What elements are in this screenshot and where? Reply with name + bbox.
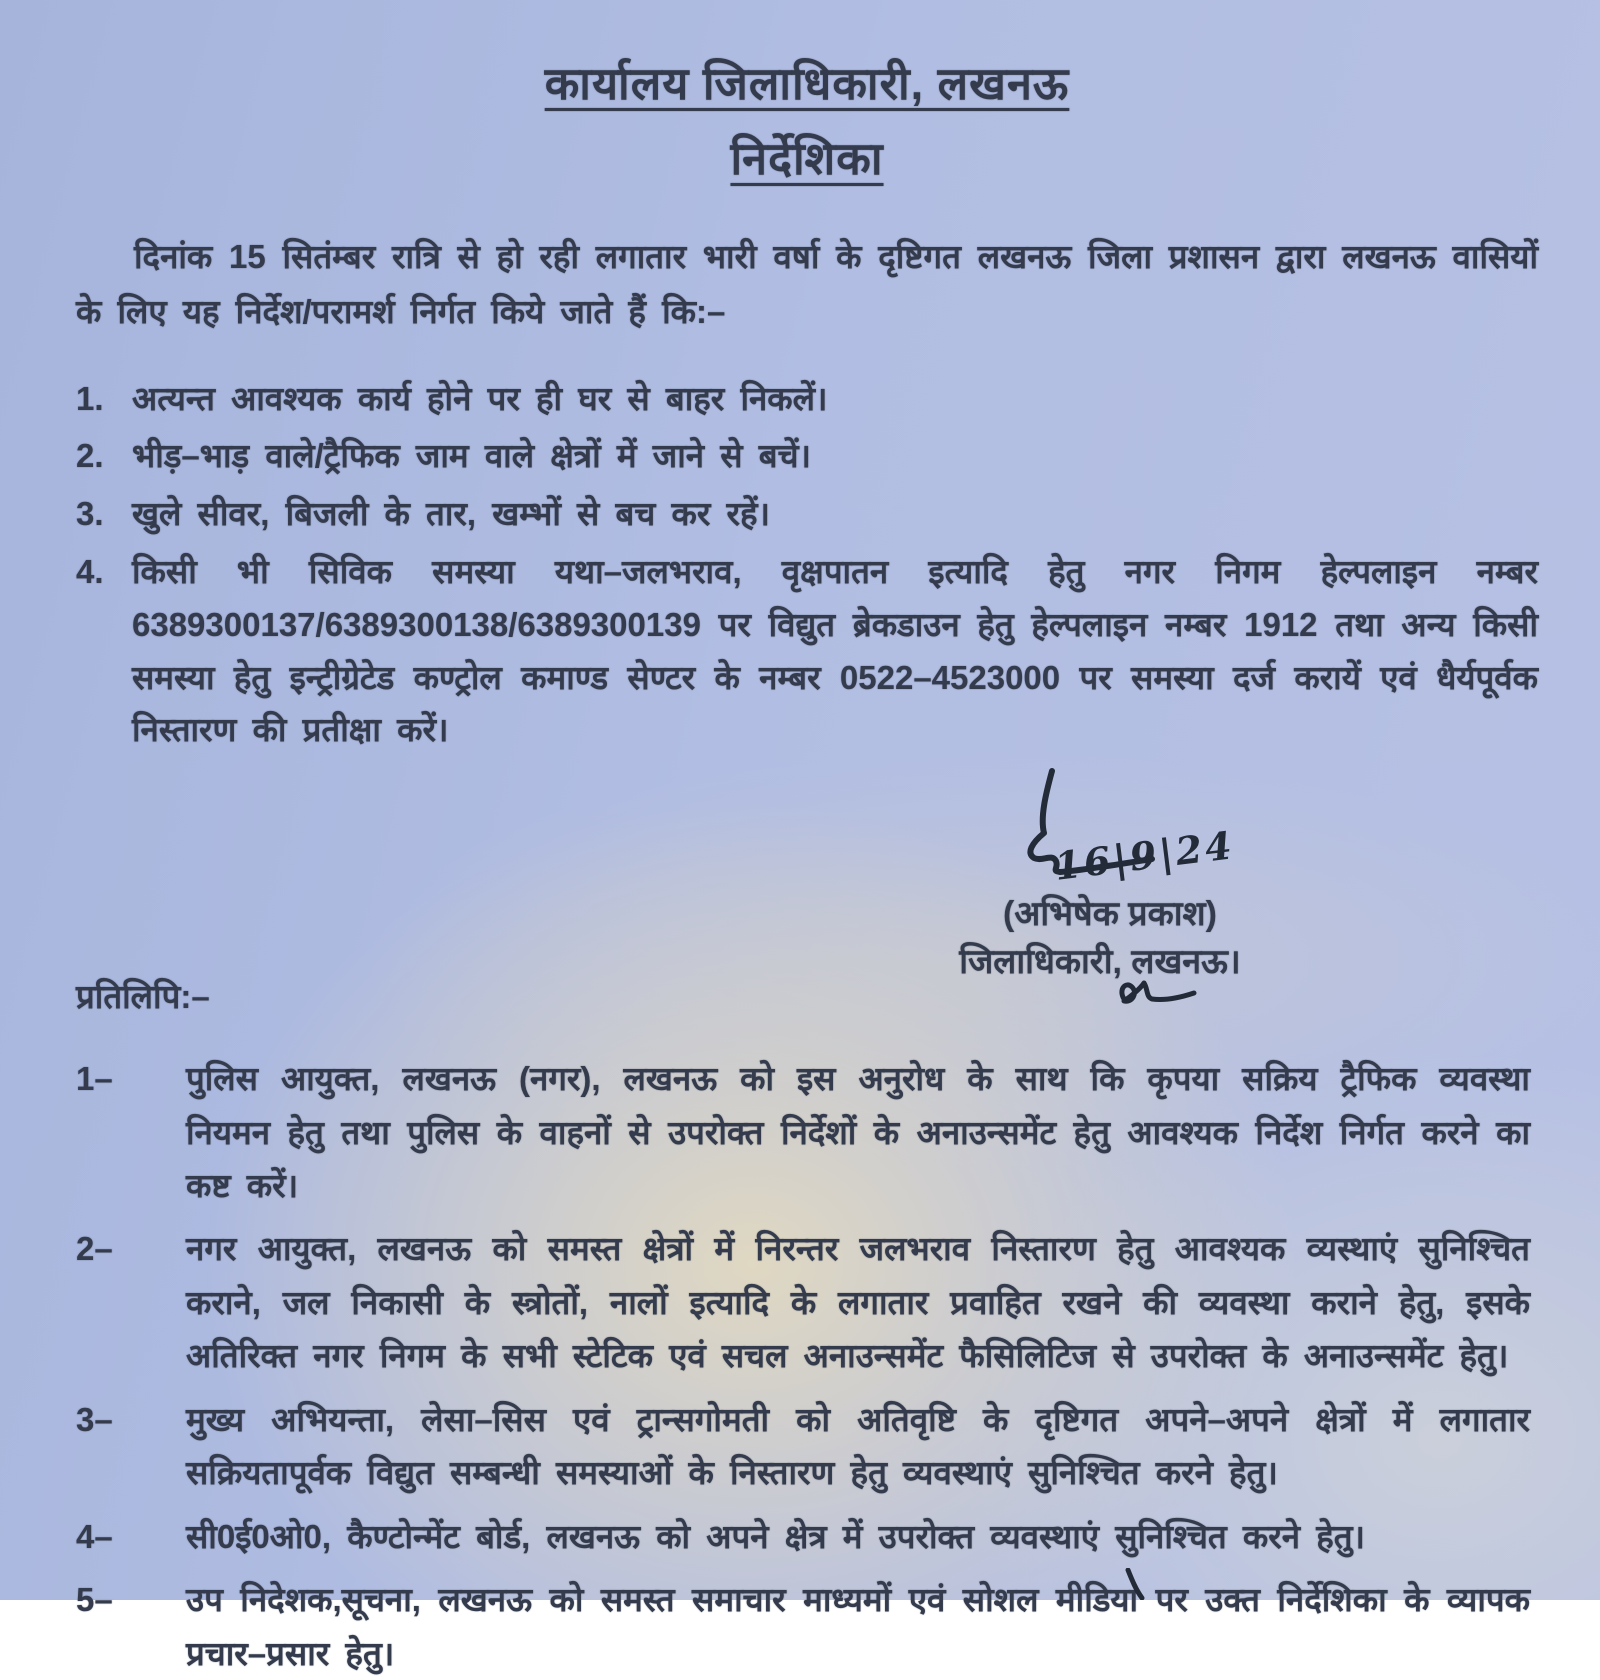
- directive-text: किसी भी सिविक समस्या यथा–जलभराव, वृक्षपातन इत्यादि हेतु नगर निगम हेल्पलाइन नम्बर 6389300137/6389300138/6389300139 पर विद्युत ब्रेकडाउन हेतु हेल्पलाइन नम्बर 1912 तथा अन्य किसी समस्या हेतु इन्ट्रीग्रेटेड कण्ट्रोल कमाण्ड सेण्टर के नम्बर 0522–4523000 पर समस्या दर्ज करायें एवं धैर्यपूर्वक निस्तारण की प्रतीक्षा करें।: [132, 552, 1538, 749]
- copy-item-3: [76, 1393, 1538, 1500]
- copy-item-number: 2–: [76, 1230, 113, 1268]
- copy-item-text: उप निदेशक,सूचना, लखनऊ को समस्त समाचार माध्यमों एवं सोशल मीडिया पर उक्त निर्देशिका के व्यापक प्रचार–प्रसार हेतु।: [186, 1581, 1530, 1672]
- copy-item-text: मुख्य अभियन्ता, लेसा–सिस एवं ट्रान्सगोमती को अतिवृष्टि के दृष्टिगत अपने–अपने क्षेत्रों में लगातार सक्रियतापूर्वक विद्युत सम्बन्धी समस्याओं के निस्तारण हेतु व्यवस्थाएं सुनिश्चित करने हेतु।: [186, 1400, 1530, 1492]
- directive-text: खुले सीवर, बिजली के तार, खम्भों से बच कर रहें।: [132, 495, 771, 533]
- handwritten-initial-mark: [1110, 975, 1200, 1019]
- copy-item-number: 3–: [76, 1400, 113, 1438]
- copy-item-number: 5–: [76, 1581, 113, 1619]
- copy-list: [76, 1052, 1538, 1680]
- intro-paragraph: दिनांक 15 सितंम्बर रात्रि से हो रही लगातार भारी वर्षा के दृष्टिगत लखनऊ जिला प्रशासन द्वारा लखनऊ वासियों के लिए यह निर्देश/परामर्श निर्गत किये जाते हैं कि:–: [76, 238, 1538, 330]
- directive-item-1: [76, 373, 1538, 426]
- directive-number: 4.: [76, 552, 104, 590]
- document-title: कार्यालय जिलाधिकारी, लखनऊ: [544, 58, 1070, 109]
- document-header: [76, 52, 1538, 188]
- directive-item-2: [76, 430, 1538, 483]
- directive-number: 1.: [76, 379, 104, 417]
- copy-item-1: [76, 1052, 1538, 1212]
- directive-list: [76, 373, 1538, 758]
- signatory-designation: जिलाधिकारी, लखनऊ।: [959, 943, 1241, 982]
- copy-item-2: [76, 1222, 1538, 1382]
- copy-item-text: सी0ई0ओ0, कैण्टोन्मेंट बोर्ड, लखनऊ को अपने क्षेत्र में उपरोक्त व्यवस्थाएं सुनिश्चित करने हेतु।: [186, 1517, 1366, 1555]
- directive-number: 2.: [76, 437, 104, 475]
- copy-item-5: [76, 1573, 1538, 1680]
- copy-item-number: 4–: [76, 1517, 113, 1555]
- copy-item-number: 1–: [76, 1060, 113, 1098]
- signature-block: [930, 767, 1290, 1035]
- handwritten-date: 16|9|24: [1051, 822, 1237, 889]
- document-subtitle: निर्देशिका: [730, 133, 884, 184]
- directive-item-3: [76, 488, 1538, 541]
- copy-item-4: [76, 1510, 1538, 1563]
- directive-text: अत्यन्त आवश्यक कार्य होने पर ही घर से बाहर निकलें।: [132, 379, 828, 417]
- handwritten-stray-stroke: [1122, 1568, 1148, 1600]
- directive-text: भीड़–भाड़ वाले/ट्रैफिक जाम वाले क्षेत्रों में जाने से बचें।: [132, 437, 812, 475]
- signatory-name: (अभिषेक प्रकाश): [1003, 895, 1217, 934]
- copy-section-heading: प्रतिलिपि:–: [76, 978, 210, 1016]
- directive-number: 3.: [76, 495, 104, 533]
- directive-item-4: [76, 546, 1538, 757]
- copy-item-text: नगर आयुक्त, लखनऊ को समस्त क्षेत्रों में निरन्तर जलभराव निस्तारण हेतु आवश्यक व्यस्थाएं सुनिश्चित कराने, जल निकासी के स्त्रोतों, नालों इत्यादि के लगातार प्रवाहित रखने की व्यवस्था कराने हेतु, इसके अतिरिक्त नगर निगम के सभी स्टेटिक एवं सचल अनाउन्समेंट फैसिलिटिज से उपरोक्त के अनाउन्समेंट हेतु।: [186, 1230, 1530, 1375]
- copy-item-text: पुलिस आयुक्त, लखनऊ (नगर), लखनऊ को इस अनुरोध के साथ कि कृपया सक्रिय ट्रैफिक व्यवस्था नियमन हेतु तथा पुलिस के वाहनों से उपरोक्त निर्देशों के अनाउन्समेंट हेतु आवश्यक निर्देश निर्गत करने का कष्ट करें।: [186, 1060, 1530, 1205]
